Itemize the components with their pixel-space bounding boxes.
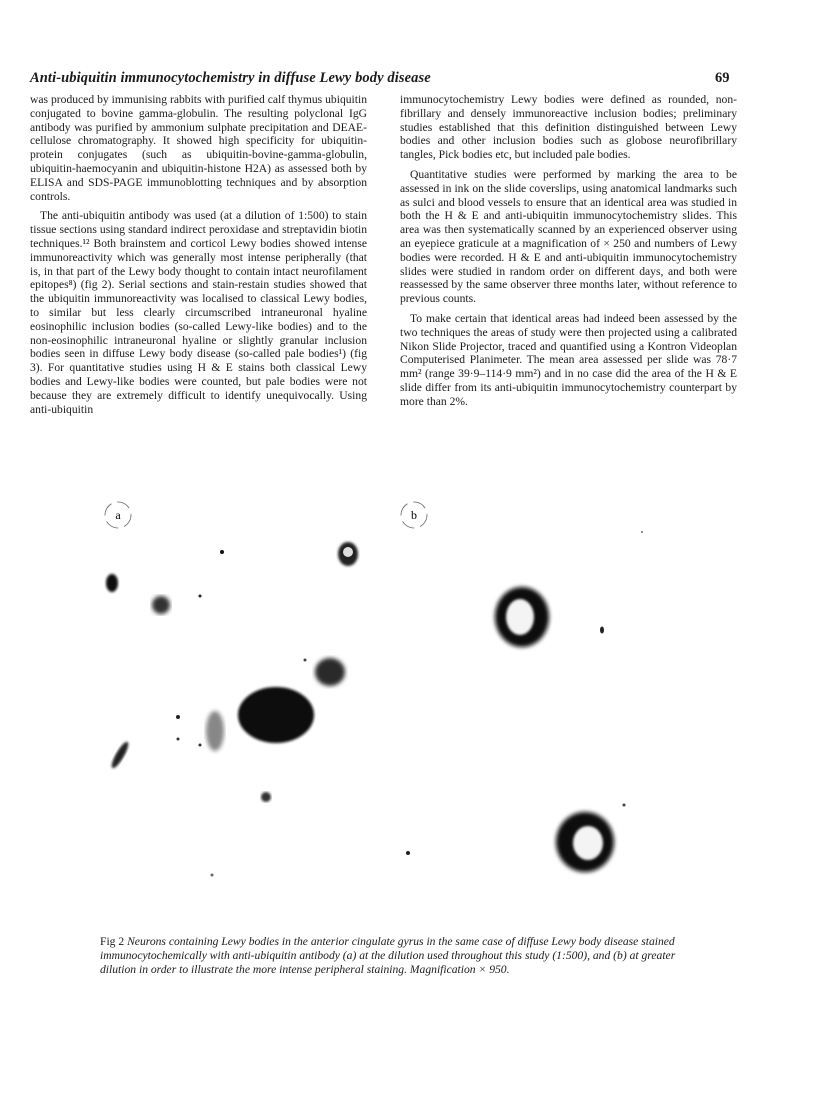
- figure-number: Fig 2: [100, 935, 125, 948]
- panel-a-stains: [106, 542, 358, 877]
- caption-text: Neurons containing Lewy bodies in the anterior cingulate gyrus in the same case of diffuse Lewy body disease stained immunocytochemically with anti-ubiquitin antibody (a) at the dilution used throughout this study (1:500), and (b) at greater dilution in order to illustrate the more intense peripheral staining. Magnification × 950.: [100, 935, 676, 976]
- paragraph: was produced by immunising rabbits with purified calf thymus ubiquitin conjugated to bovine gamma-globulin. The resulting polyclonal IgG antibody was purified by ammonium sulphate precipitation and DEAE-cellulose chromatography. It showed high specificity for ubiquitin-protein conjugates (such as ubiquitin-bovine-gamma-globulin, ubiquitin-haemocyanin and ubiquitin-histone H2A) as assessed both by ELISA and SDS-PAGE immunoblotting techniques and by absorption controls.: [30, 93, 367, 203]
- page-number: 69: [715, 70, 730, 86]
- running-title: Anti-ubiquitin immunocytochemistry in diffuse Lewy body disease: [30, 70, 431, 86]
- panel-a-label: [105, 502, 131, 528]
- running-header: [30, 70, 730, 90]
- paragraph: The anti-ubiquitin antibody was used (at a dilution of 1:500) to stain tissue sections using standard indirect peroxidase and streptavidin biotin techniques.¹² Both brainstem and corticol Lewy bodies showed intense immunoreactivity which was generally most intense peripherally (that is, in that part of the Lewy body thought to contain intact neurofilament epitopes⁸) (fig 2). Serial sections and stain-restain studies showed that the ubiquitin immunoreactivity was localised to classical Lewy bodies, to similar but less clearly circumscribed intraneuronal hyaline eosinophilic inclusion bodies (so-called Lewy-like bodies) and to the non-eosinophilic intraneuronal hyaline or slightly granular inclusion bodies seen in diffuse Lewy body disease (so-called pale bodies¹) (fig 3). For quantitative studies using H & E stains both classical Lewy bodies and Lewy-like bodies were counted, but pale bodies were not because they are extremely difficult to identify unequivocally. Using anti-ubiquitin: [30, 209, 367, 416]
- right-column: [400, 93, 737, 409]
- figure-caption: [100, 935, 700, 977]
- micrograph-image: [30, 495, 730, 930]
- paragraph: immunocytochemistry Lewy bodies were defined as rounded, non-fibrillary and densely immunoreactive inclusion bodies; preliminary studies established that this definition distinguished between Lewy bodies and other inclusion bodies such as globose neurofibrillary tangles, Pick bodies etc, but included pale bodies.: [400, 93, 737, 162]
- paragraph: Quantitative studies were performed by marking the area to be assessed in ink on the slide coverslips, using anatomical landmarks such as sulci and blood vessels to ensure that an identical area was studied in both the H & E and anti-ubiquitin immunocytochemistry slides. This area was then systematically scanned by an experienced observer using an eyepiece graticule at a magnification of × 250 and numbers of Lewy bodies were recorded. H & E and anti-ubiquitin immunocytochemistry slides were studied in random order on different days, and both were reassessed by the same observer three months later, without reference to previous counts.: [400, 167, 737, 306]
- panel-b-stains: [406, 531, 643, 872]
- left-column: [30, 93, 367, 416]
- panel-b-label: [401, 502, 427, 528]
- figure-2-micrograph: [30, 495, 730, 930]
- svg-text:b: b: [411, 508, 417, 522]
- paragraph: To make certain that identical areas had indeed been assessed by the two techniques the areas of study were then projected using a calibrated Nikon Slide Projector, traced and quantified using a Kontron Videoplan Computerised Planimeter. The mean area assessed per slide was 78·7 mm² (range 39·9–114·9 mm²) and in no case did the area of the H & E slide differ from its anti-ubiquitin immunocytochemistry counterpart by more than 2%.: [400, 311, 737, 408]
- svg-text:a: a: [115, 508, 121, 522]
